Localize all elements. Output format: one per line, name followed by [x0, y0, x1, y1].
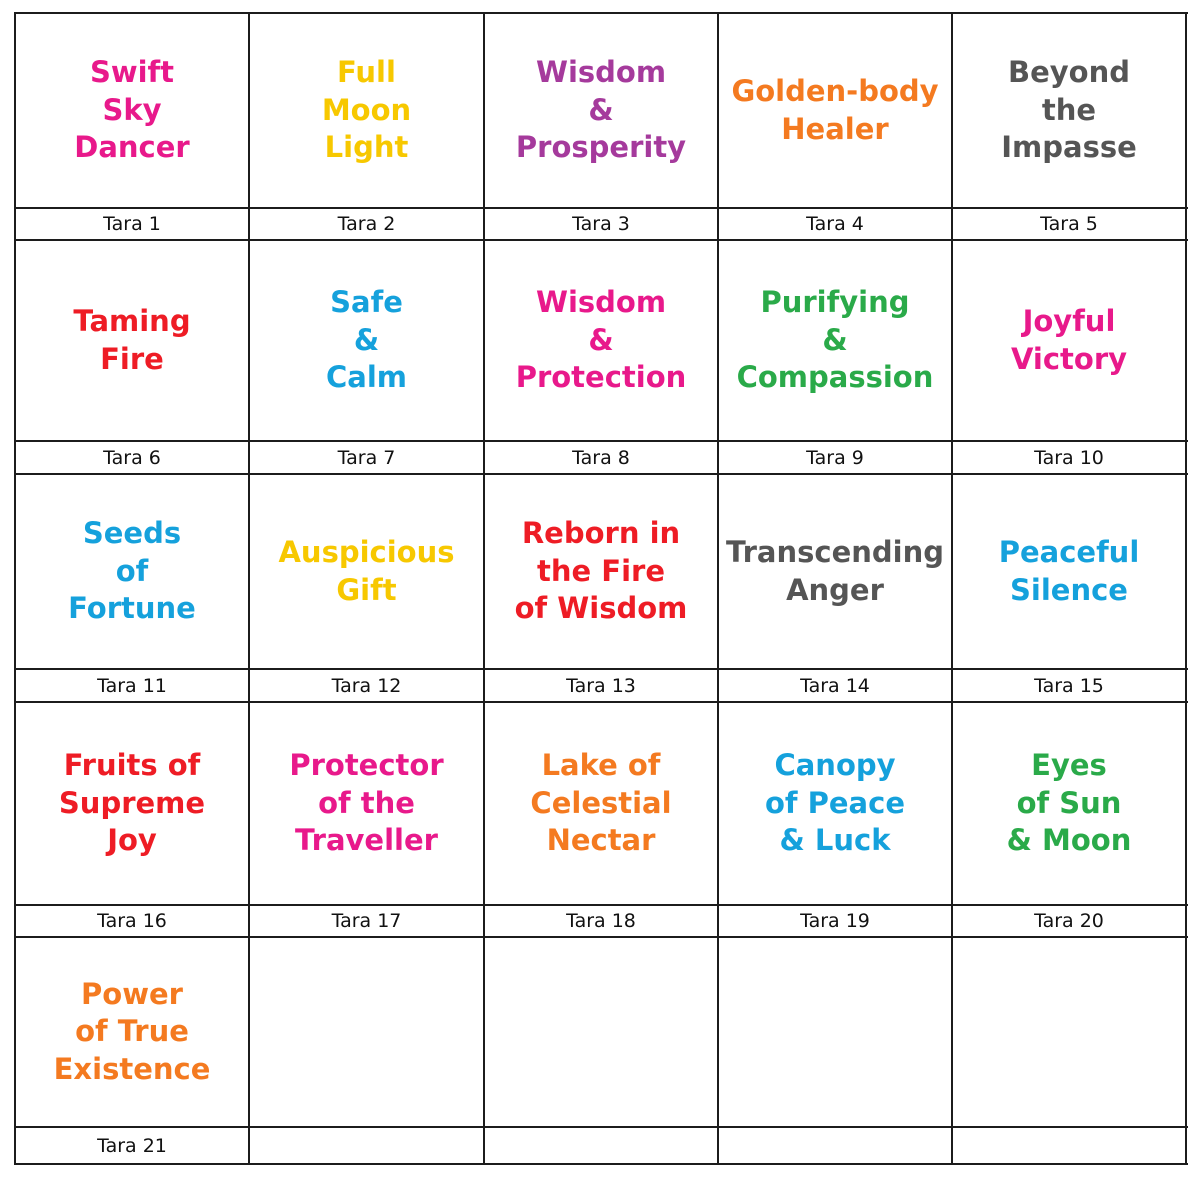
tara-name-line: Fortune — [68, 591, 196, 626]
tara-name-tara-14 — [719, 475, 951, 668]
tara-name-line: Dancer — [74, 130, 190, 165]
empty-cell — [953, 938, 1185, 1126]
tara-name-line: Taming — [73, 304, 191, 338]
tara-label-tara-13: Tara 13 — [566, 674, 636, 697]
tara-name-tara-2 — [250, 14, 483, 207]
tara-name-line: of Wisdom — [514, 591, 688, 626]
tara-label-tara-17: Tara 17 — [331, 910, 402, 932]
tara-name-line: & — [588, 92, 614, 127]
tara-name-line: of Peace — [765, 785, 905, 820]
empty-label — [719, 1128, 951, 1163]
tara-name-tara-17 — [250, 703, 483, 904]
tara-name-line: Compassion — [736, 360, 934, 395]
tara-name-line: Fruits of — [63, 748, 201, 783]
tara-name-tara-6 — [16, 241, 248, 440]
tara-name-tara-16 — [16, 703, 248, 904]
tara-name-tara-15 — [953, 475, 1185, 668]
tara-name-line: of the — [318, 785, 415, 820]
tara-label-tara-2: Tara 2 — [337, 213, 396, 235]
tara-name-tara-18 — [485, 703, 717, 904]
tara-label-tara-19: Tara 19 — [800, 910, 870, 932]
tara-label-tara-16: Tara 16 — [97, 910, 167, 932]
tara-name-tara-8 — [485, 241, 717, 440]
tara-label-tara-1: Tara 1 — [103, 213, 161, 235]
tara-name-line: Healer — [781, 111, 889, 146]
tara-name-line: Fire — [100, 341, 164, 376]
tara-name-tara-19 — [719, 703, 951, 904]
tara-label-tara-4: Tara 4 — [806, 213, 864, 235]
tara-name-line: Joy — [107, 823, 157, 858]
tara-name-line: & — [588, 322, 614, 357]
tara-name-tara-9 — [719, 241, 951, 440]
tara-label-tara-9: Tara 9 — [806, 446, 864, 469]
tara-label-tara-5: Tara 5 — [1040, 213, 1098, 235]
tara-name-line: Wisdom — [535, 55, 667, 90]
empty-cell — [719, 938, 951, 1126]
empty-label — [485, 1128, 717, 1163]
tara-name-line: Existence — [53, 1051, 211, 1086]
tara-label-tara-12: Tara 12 — [331, 674, 402, 697]
tara-name-line: Joyful — [1022, 304, 1116, 338]
tara-name-tara-12 — [250, 475, 483, 668]
tara-name-line: Golden-body — [731, 74, 939, 108]
tara-name-line: of True — [75, 1014, 189, 1049]
tara-name-tara-4 — [719, 14, 951, 207]
tara-name-line: & Luck — [779, 823, 891, 858]
tara-name-line: Reborn in — [521, 516, 681, 551]
tara-name-tara-20 — [953, 703, 1185, 904]
tara-label-tara-18: Tara 18 — [566, 910, 636, 932]
tara-label-tara-7: Tara 7 — [337, 446, 396, 469]
tara-name-tara-11 — [16, 475, 248, 668]
tara-label-tara-21: Tara 21 — [97, 1134, 167, 1157]
tara-name-line: Victory — [1010, 341, 1128, 376]
tara-name-line: Safe — [330, 285, 403, 320]
tara-label-tara-15: Tara 15 — [1034, 674, 1104, 697]
tara-name-line: Gift — [336, 572, 397, 607]
tara-name-tara-13 — [485, 475, 717, 668]
tara-name-line: Sky — [102, 92, 162, 127]
tara-name-line: Beyond — [1007, 55, 1130, 90]
tara-name-tara-21 — [16, 938, 248, 1126]
tara-name-line: Protector — [289, 748, 444, 783]
tara-name-line: Light — [324, 130, 409, 165]
tara-name-line: & — [353, 322, 380, 357]
tara-name-line: & Moon — [1006, 823, 1132, 858]
tara-name-line: & — [822, 322, 848, 357]
tara-name-line: of Sun — [1016, 785, 1122, 820]
tara-name-tara-5 — [953, 14, 1185, 207]
empty-cell — [485, 938, 717, 1126]
tara-name-tara-1 — [16, 14, 248, 207]
tara-name-tara-7 — [250, 241, 483, 440]
tara-name-line: Silence — [1010, 572, 1128, 607]
tara-name-line: Traveller — [295, 823, 438, 858]
empty-label — [250, 1128, 483, 1163]
tara-name-line: Nectar — [546, 823, 656, 858]
tara-name-line: Moon — [321, 92, 412, 127]
tara-label-tara-3: Tara 3 — [572, 213, 630, 235]
tara-name-line: Celestial — [530, 785, 672, 820]
tara-label-tara-10: Tara 10 — [1034, 446, 1104, 469]
tara-name-tara-3 — [485, 14, 717, 207]
tara-name-line: Peaceful — [998, 535, 1140, 569]
tara-name-line: Swift — [89, 55, 175, 90]
tara-name-line: Purifying — [760, 285, 910, 320]
tara-name-line: Seeds — [82, 516, 182, 551]
empty-label — [953, 1128, 1185, 1163]
tara-name-tara-10 — [953, 241, 1185, 440]
tara-name-line: Canopy — [774, 748, 896, 783]
tara-name-line: Calm — [325, 360, 407, 395]
tara-name-line: Prosperity — [515, 130, 687, 165]
tara-name-line: Full — [337, 55, 396, 90]
tara-name-line: Transcending — [726, 535, 944, 569]
tara-name-line: the Fire — [537, 553, 665, 588]
tara-label-tara-11: Tara 11 — [97, 674, 167, 697]
tara-name-line: Protection — [515, 360, 687, 395]
tara-grid — [15, 13, 1186, 1165]
tara-name-line: Wisdom — [535, 285, 667, 320]
tara-label-tara-8: Tara 8 — [572, 446, 630, 469]
tara-label-tara-6: Tara 6 — [103, 446, 161, 469]
tara-name-line: Eyes — [1031, 748, 1107, 783]
tara-name-line: Impasse — [1001, 130, 1137, 165]
tara-name-line: Auspicious — [278, 535, 455, 569]
grid-line-horizontal — [15, 1163, 1188, 1165]
tara-name-line: Lake of — [541, 748, 661, 783]
tara-name-line: Supreme — [58, 785, 206, 820]
tara-name-line: Anger — [786, 572, 884, 607]
tara-name-line: of — [115, 553, 149, 588]
tara-label-tara-20: Tara 20 — [1034, 910, 1104, 932]
grid-line-vertical — [1185, 12, 1187, 1165]
tara-label-tara-14: Tara 14 — [800, 674, 870, 697]
empty-cell — [250, 938, 483, 1126]
tara-name-line: Power — [81, 976, 183, 1011]
tara-name-line: the — [1041, 92, 1097, 127]
